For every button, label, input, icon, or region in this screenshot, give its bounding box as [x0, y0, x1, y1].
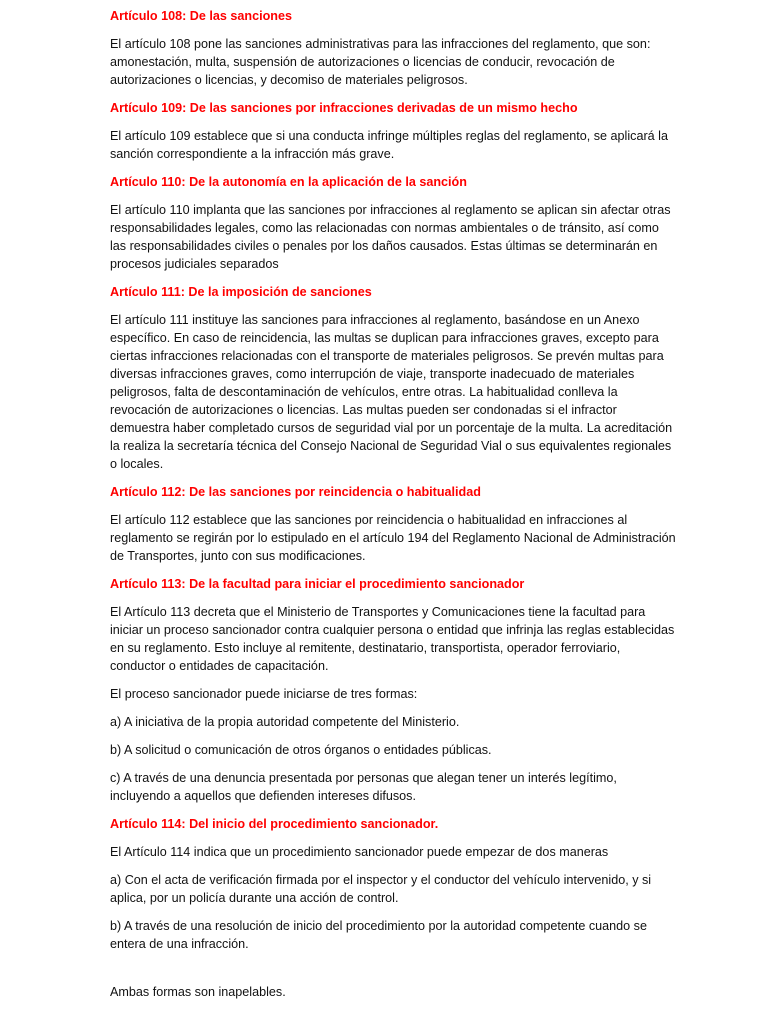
article-114-item-a: a) Con el acta de verificación firmada por el inspector y el conductor del vehículo intervenido, y si aplica, por un policía durante una acción de control.	[110, 873, 652, 905]
article-113-item-c: c) A través de una denuncia presentada por personas que alegan tener un interés legítimo, incluyendo a aquellos que defienden intereses difusos.	[110, 771, 617, 803]
article-109-heading: Artículo 109: De las sanciones por infracciones derivadas de un mismo hecho	[110, 101, 578, 115]
article-108-heading: Artículo 108: De las sanciones	[110, 9, 292, 23]
article-110-heading: Artículo 110: De la autonomía en la aplicación de la sanción	[110, 175, 467, 189]
document-page	[110, 7, 678, 1011]
article-113-forms-intro: El proceso sancionador puede iniciarse de tres formas:	[110, 687, 418, 701]
article-113-item-b: b) A solicitud o comunicación de otros órganos o entidades públicas.	[110, 743, 492, 757]
article-111-text: El artículo 111 instituye las sanciones para infracciones al reglamento, basándose en un Anexo específico. En caso de reincidencia, las multas se duplican para infracciones graves, excepto para ciertas infracciones relacionadas con el transporte de materiales peligrosos. Se prevén multas para diversas infracciones graves, como interrupción de viaje, transporte inadecuado de materiales peligrosos, falta de descontaminación de vehículos, entre otras. La habitualidad conlleva la revocación de autorizaciones o licencias. Las multas pueden ser condonadas si el infractor demuestra haber completado cursos de seguridad vial por un porcentaje de la multa. La acreditación la realiza la secretaría técnica del Consejo Nacional de Seguridad Vial o sus equivalentes regionales o locales.	[110, 313, 673, 471]
article-108-text: El artículo 108 pone las sanciones administrativas para las infracciones del reglamento, que son: amonestación, multa, suspensión de autorizaciones o licencias de conducir, revocación de autorizaciones o licencias, y decomiso de materiales peligrosos.	[110, 37, 651, 87]
article-109-text: El artículo 109 establece que si una conducta infringe múltiples reglas del reglamento, se aplicará la sanción correspondiente a la infracción más grave.	[110, 129, 668, 161]
article-111-heading: Artículo 111: De la imposición de sanciones	[110, 285, 372, 299]
article-113-item-a: a) A iniciativa de la propia autoridad competente del Ministerio.	[110, 715, 460, 729]
article-113-heading: Artículo 113: De la facultad para iniciar el procedimiento sancionador	[110, 577, 525, 591]
article-113-text: El Artículo 113 decreta que el Ministerio de Transportes y Comunicaciones tiene la facultad para iniciar un proceso sancionador contra cualquier persona o entidad que infrinja las reglas establecidas en su reglamento. Esto incluye al remitente, destinatario, transportista, operador ferroviario, conductor o entidades de capacitación.	[110, 605, 675, 673]
article-112-heading: Artículo 112: De las sanciones por reincidencia o habitualidad	[110, 485, 481, 499]
article-114-item-b: b) A través de una resolución de inicio del procedimiento por la autoridad competente cuando se entera de una infracción.	[110, 919, 647, 951]
article-110-text: El artículo 110 implanta que las sanciones por infracciones al reglamento se aplican sin afectar otras responsabilidades legales, como las relacionadas con normas ambientales o de tránsito, así como las responsabilidades civiles o penales por los daños causados. Estas últimas se determinarán en procesos judiciales separados	[110, 203, 671, 271]
article-114-conclusion: Ambas formas son inapelables.	[110, 985, 286, 999]
article-114-heading: Artículo 114: Del inicio del procedimiento sancionador.	[110, 817, 439, 831]
article-112-text: El artículo 112 establece que las sanciones por reincidencia o habitualidad en infracciones al reglamento se regirán por lo estipulado en el artículo 194 del Reglamento Nacional de Administración de Transportes, junto con sus modificaciones.	[110, 513, 676, 563]
article-114-text: El Artículo 114 indica que un procedimiento sancionador puede empezar de dos maneras	[110, 845, 609, 859]
